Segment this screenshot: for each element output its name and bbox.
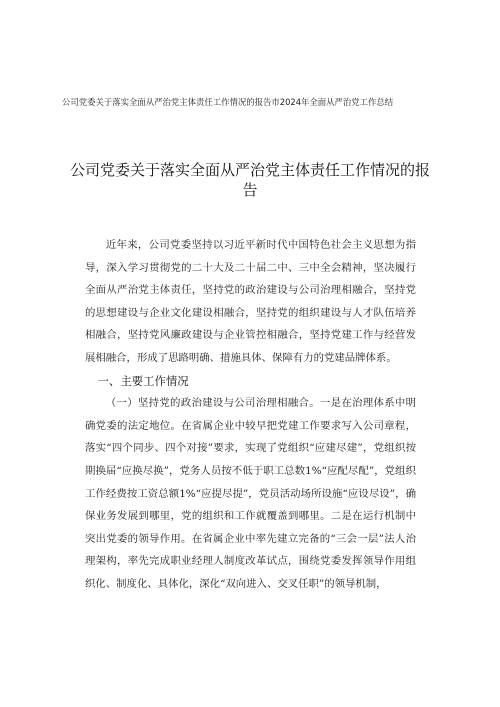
running-header: 公司党委关于落实全面从严治党主体责任工作情况的报告市2024年全面从严治党工作总结 xyxy=(62,97,394,107)
section-heading-main-work: 一、主要工作情况 xyxy=(97,373,189,388)
intro-paragraph: 近年来，公司党委坚持以习近平新时代中国特色社会主义思想为指导，深入学习贯彻党的二十大及二十届二中、三中全会精神，坚决履行全面从严治党主体责任，坚持党的政治建设与公司治理相融合，坚持党的思想建设与企业文化建设相融合，坚持党的组织建设与人才队伍培养相融合，坚持党风廉政建设与企业管控相融合，坚持党建工作与经营发展相融合，形成了思路明确、措施具体、保障有力的党建品牌体系。 xyxy=(85,239,416,364)
document-title: 公司党委关于落实全面从严治党主体责任工作情况的报告 xyxy=(70,161,431,199)
section-1-paragraph-1: （一）坚持党的政治建设与公司治理相融合。一是在治理体系中明确党委的法定地位。在省属企业中较早把党建工作要求写入公司章程，落实“四个同步、四个对接”要求，实现了党组织“应建尽建”，党组织按期换届“应换尽换”，党务人员按不低于职工总数1%“应配尽配”，党组织工作经费按工资总额1%“应提尽提”，党员活动场所设施“应设尽设”，确保业务发展到哪里，党的组织和工作就覆盖到哪里。二是在运行机制中突出党委的领导作用。在省属企业中率先建立完备的“三会一层”法人治理架构，率先完成职业经理人制度改革试点，围绕党委发挥领导作用组织化、制度化、具体化，深化“双向进入、交叉任职”的领导机制， xyxy=(85,397,416,590)
document-body xyxy=(85,234,416,596)
